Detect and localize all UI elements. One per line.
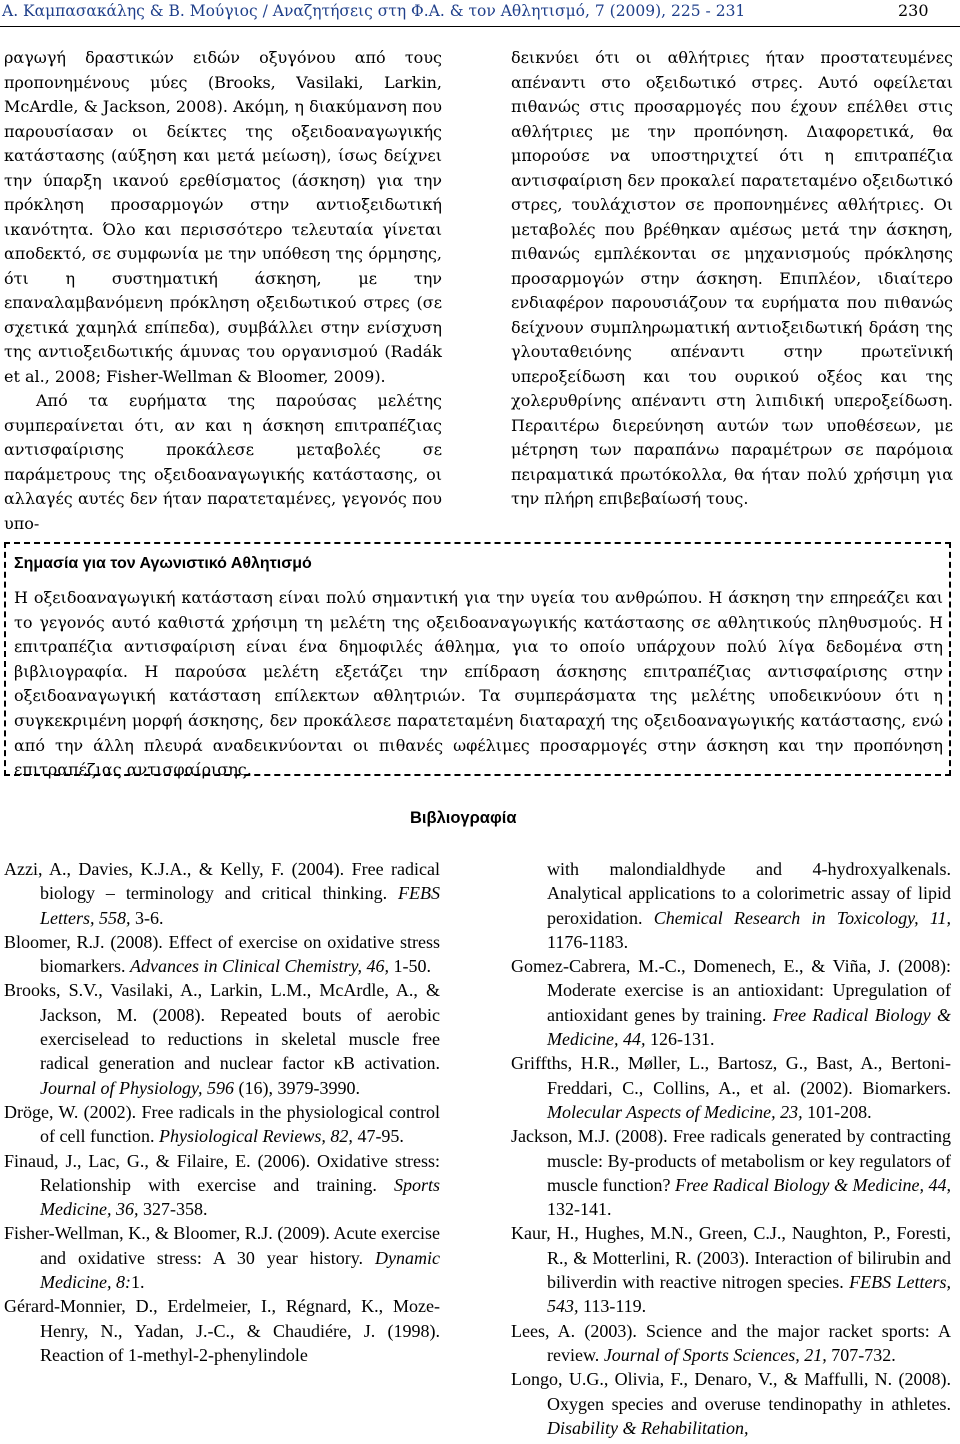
reference-continuation: with malondialdhyde and 4-hydroxyalkenals. Analytical applications to a colorimetric assay of lipid peroxidation. Chemical Research in Toxicology, 11, 1176-1183. (547, 859, 951, 952)
right-column (511, 46, 953, 512)
bibliography-title: Βιβλιογραφία (410, 809, 517, 827)
reference-item: Finaud, J., Lac, G., & Filaire, E. (2006). Oxidative stress: Relationship with exercise and training. Sports Medicine, 36, 327-358. (4, 1150, 440, 1220)
reference-item: Azzi, A., Davies, K.J.A., & Kelly, F. (2004). Free radical biology – terminology and critical thinking. FEBS Letters, 558, 3-6. (4, 859, 440, 928)
reference-item: Fisher-Wellman, K., & Bloomer, R.J. (2009). Acute exercise and oxidative stress: A 30 year history. Dynamic Medicine, 8:1. (4, 1223, 440, 1293)
references-right-column (511, 857, 951, 1440)
page-number: 230 (898, 1, 929, 20)
reference-item: Jackson, M.J. (2008). Free radicals generated by contracting muscle: By-products of metabolism or key regulators of muscle function? Free Radical Biology & Medicine, 44, 132-141. (511, 1126, 951, 1220)
reference-item: Gérard-Monnier, D., Erdelmeier, I., Régnard, K., Moze-Henry, N., Yadan, J.-C., & Chaudiére, J. (1998). Reaction of 1-methyl-2-phenylindole (4, 1296, 440, 1365)
reference-item: Griffths, H.R., Møller, L., Bartosz, G., Bast, A., Bertoni-Freddari, C., Collins, A., et al. (2002). Biomarkers. Molecular Aspects of Medicine, 23, 101-208. (511, 1053, 951, 1122)
left-column (4, 46, 442, 536)
significance-text: Η οξειδοαναγωγική κατάσταση είναι πολύ σημαντική για την υγεία του ανθρώπου. Η άσκηση την επηρεάζει και το γεγονός αυτό καθιστά χρήσιμη τη μελέτη της οξειδοαναγωγικής κατάστασης σε αθλητικούς πληθυσμούς. Η επιτραπέζια αντισφαίριση είναι ένα δημοφιλές άθλημα, για το οποίο υπάρχουν πολύ λίγα δεδομένα στη βιβλιογραφία. Η παρούσα μελέτη εξετάζει την επίδραση άσκησης επιτραπέζιας αντισφαίρισης στην οξειδοαναγωγική κατάσταση επίλεκτων αθλητριών. Τα συμπεράσματα της μελέτης υποδεικνύουν ότι η συγκεκριμένη μορφή άσκησης, δεν προκάλεσε παρατεταμένη διαταραχή της οξειδοαναγωγικής κατάστασης, ενώ από την άλλη πλευρά αναδεικνύονται οι πιθανές ωφέλιμες προσαρμογές στην άσκηση και την προπόνηση επιτραπέζιας αντισφαίρισης. (14, 588, 943, 780)
references-left-column (4, 857, 440, 1367)
left-paragraph-1: ραγωγή δραστικών ειδών οξυγόνου από τους προπονημένους μύες (Brooks, Vasilaki, Larkin, McArdle, & Jackson, 2008). Ακόμη, η διακύμανση που παρουσίασαν οι δείκτες της οξειδοαναγωγικής κατάστασης (αύξηση και μετά μείωση), ίσως δείχνει την ύπαρξη ικανού ερεθίσματος (άσκηση) για την πρόκληση προσαρμογών στην αντιοξειδωτική ικανότητα. Όλο και περισσότερο τελευταία γίνεται αποδεκτό, σε συμφωνία με την υπόθεση της όρμησης, ότι η συστηματική άσκηση, με την επαναλαμβανόμενη πρόκληση οξειδωτικού στρες (σε σχετικά χαμηλά επίπεδα), συμβάλλει στην ενίσχυση της αντιοξειδωτικής άμυνας του οργανισμού (Radák et al., 2008; Fisher-Wellman & Bloomer, 2009). (4, 48, 442, 386)
left-paragraph-2: Από τα ευρήματα της παρούσας μελέτης συμπεραίνεται ότι, αν και η άσκηση επιτραπέζιας αντισφαίρισης προκάλεσε μεταβολές σε παράμετρους της οξειδοαναγωγικής κατάστασης, οι αλλαγές αυτές δεν ήταν παρατεταμένες, γεγονός που υπο- (4, 391, 442, 533)
reference-item: Kaur, H., Hughes, M.N., Green, C.J., Naughton, P., Foresti, R., & Motterlini, R. (2003). Interaction of bilirubin and biliverdin with reactive nitrogen species. FEBS Letters, 543, 113-119. (511, 1223, 951, 1317)
significance-title: Σημασία για τον Αγωνιστικό Αθλητισμό (14, 555, 312, 572)
significance-box (4, 542, 951, 780)
reference-item: Bloomer, R.J. (2008). Effect of exercise on oxidative stress biomarkers. Advances in Clinical Chemistry, 46, 1-50. (4, 931, 440, 977)
reference-item: Longo, U.G., Olivia, F., Denaro, V., & Maffulli, N. (2008). Oxygen species and overuse tendinopathy in athletes. Disability & Rehabilitation, (511, 1369, 951, 1438)
right-paragraph-1: δεικνύει ότι οι αθλήτριες ήταν προστατευμένες απέναντι στο οξειδωτικό στρες. Αυτό οφείλεται πιθανώς στις προσαρμογές που έχουν επέλθει στις αθλήτριες με την προπόνηση. Διαφορετικά, θα μπορούσε να υποστηριχτεί ότι η επιτραπέζια αντισφαίριση δεν προκαλεί παρατεταμένο οξειδωτικό στρες, τουλάχιστον σε προπονημένες αθλήτριες. Οι μεταβολές που βρέθηκαν αμέσως μετά την άσκηση, πιθανώς εμπλέκονται σε μηχανισμούς πρόκλησης προσαρμογών στην άσκηση. Επιπλέον, ιδιαίτερο ενδιαφέρον παρουσιάζουν τα ευρήματα που πιθανώς δείχνουν συμπληρωματική αντιοξειδωτική δράση της γλουταθειόνης απέναντι στην πρωτεϊνική υπεροξείδωση και του ουρικού οξέος και της χολερυθρίνης απέναντι στη λιπιδική υπεροξείδωση. Περαιτέρω διερεύνηση αυτών των υποθέσεων, με μέτρηση των παραπάνω παραμέτρων σε παρόμοια πειραματικά πρωτόκολλα, θα ήταν πολύ χρήσιμη για την πλήρη επιβεβαίωσή τους. (511, 48, 953, 508)
reference-item: Gomez-Cabrera, M.-C., Domenech, E., & Viña, J. (2008): Moderate exercise is an antioxidant: Upregulation of antioxidant genes by training. Free Radical Biology & Medicine, 44, 126-131. (511, 956, 951, 1050)
reference-item: Brooks, S.V., Vasilaki, A., Larkin, L.M., McArdle, A., & Jackson, M. (2008). Repeated bouts of aerobic exerciselead to reductions in skeletal muscle free radical generation and nuclear factor κB activation. Journal of Physiology, 596 (16), 3979-3990. (4, 980, 440, 1098)
running-header: Α. Καμπασακάλης & Β. Μούγιος / Αναζητήσεις στη Φ.Α. & τον Αθλητισμό, 7 (2009), 225 - 231 (2, 2, 746, 20)
reference-item: Dröge, W. (2002). Free radicals in the physiological control of cell function. Physiological Reviews, 82, 47-95. (4, 1101, 440, 1147)
reference-item: Lees, A. (2003). Science and the major racket sports: A review. Journal of Sports Sciences, 21, 707-732. (511, 1320, 951, 1365)
header-rule (0, 26, 960, 27)
